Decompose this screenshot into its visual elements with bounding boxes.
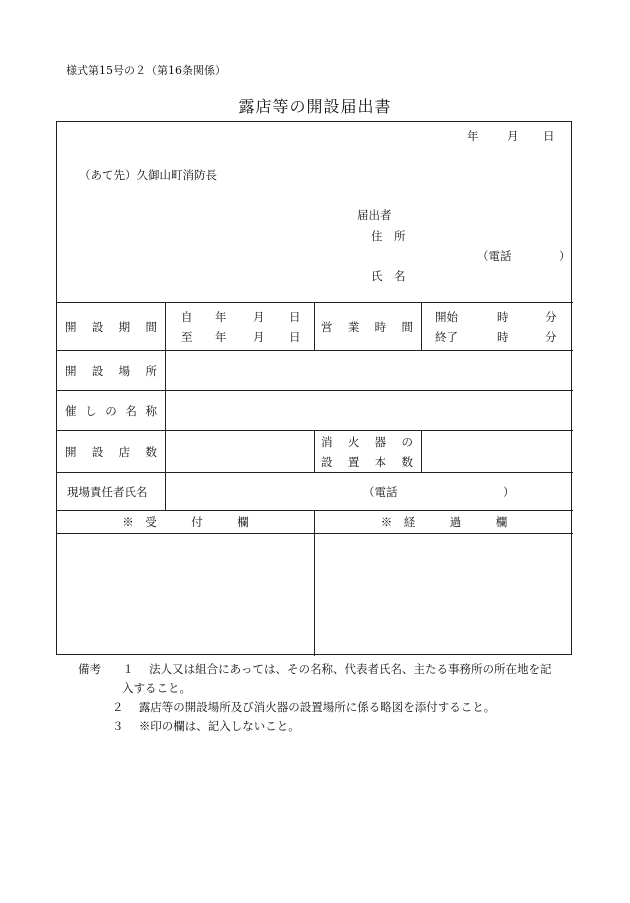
note-3-text: ※印の欄は、記入しないこと。 bbox=[138, 719, 300, 733]
note-row-1 bbox=[78, 660, 552, 679]
period-from: 自 bbox=[181, 310, 193, 324]
note-row-2 bbox=[78, 698, 552, 717]
period-label: 開 設 期 間 bbox=[65, 320, 157, 334]
note-1-text: 法人又は組合にあっては、その名称、代表者氏名、主たる事務所の所在地を記 bbox=[149, 662, 552, 676]
note-3-num: ３ bbox=[112, 719, 124, 733]
period-to-month: 月 bbox=[253, 330, 265, 344]
page-title: 露店等の開設届出書 bbox=[238, 97, 392, 116]
date-year: 年 bbox=[467, 129, 479, 143]
hours-end: 終了 bbox=[435, 330, 458, 344]
date-month: 月 bbox=[507, 129, 519, 143]
notes-heading: 備考 bbox=[78, 662, 101, 676]
addressee: （あて先）久御山町消防長 bbox=[79, 168, 217, 182]
hours-start-hour: 時 bbox=[497, 310, 509, 324]
period-from-month: 月 bbox=[253, 310, 265, 324]
period-to: 至 bbox=[181, 330, 193, 344]
progress-label: ※ 経 過 欄 bbox=[380, 515, 508, 529]
hours-end-minute: 分 bbox=[545, 330, 557, 344]
notifier-phone-close: ） bbox=[559, 249, 571, 263]
notes bbox=[78, 660, 552, 736]
date-day: 日 bbox=[543, 129, 555, 143]
hours-start: 開始 bbox=[435, 310, 458, 324]
note-row-3 bbox=[78, 717, 552, 736]
reception-label: ※ 受 付 欄 bbox=[122, 515, 249, 529]
hours-end-hour: 時 bbox=[497, 330, 509, 344]
notifier-label: 届出者 bbox=[357, 208, 392, 222]
business-hours-label: 営 業 時 間 bbox=[321, 320, 413, 334]
event-name-label: 催 し の 名 称 bbox=[65, 404, 157, 418]
period-from-day: 日 bbox=[289, 310, 301, 324]
note-1-cont: 入すること。 bbox=[122, 681, 191, 695]
period-to-year: 年 bbox=[215, 330, 227, 344]
extinguisher-label-2: 設 置 本 数 bbox=[321, 455, 413, 469]
manager-phone-open: （電話 bbox=[363, 485, 398, 499]
hours-start-minute: 分 bbox=[545, 310, 557, 324]
manager-phone-close: ） bbox=[503, 485, 515, 499]
location-label: 開 設 場 所 bbox=[65, 364, 157, 378]
period-to-day: 日 bbox=[289, 330, 301, 344]
note-1-num: １ bbox=[122, 662, 134, 676]
notifier-address-label: 住 所 bbox=[371, 229, 406, 243]
form-id: 様式第15号の２（第16条関係） bbox=[66, 64, 226, 77]
extinguisher-label-1: 消 火 器 の bbox=[321, 435, 413, 449]
notifier-phone-open: （電話 bbox=[477, 249, 512, 263]
note-2-text: 露店等の開設場所及び消火器の設置場所に係る略図を添付すること。 bbox=[138, 700, 496, 714]
note-2-num: ２ bbox=[112, 700, 124, 714]
manager-label: 現場責任者氏名 bbox=[67, 485, 148, 499]
form-table bbox=[56, 121, 572, 655]
notifier-name-label: 氏 名 bbox=[371, 269, 406, 283]
store-count-label: 開 設 店 数 bbox=[65, 445, 157, 459]
period-from-year: 年 bbox=[215, 310, 227, 324]
